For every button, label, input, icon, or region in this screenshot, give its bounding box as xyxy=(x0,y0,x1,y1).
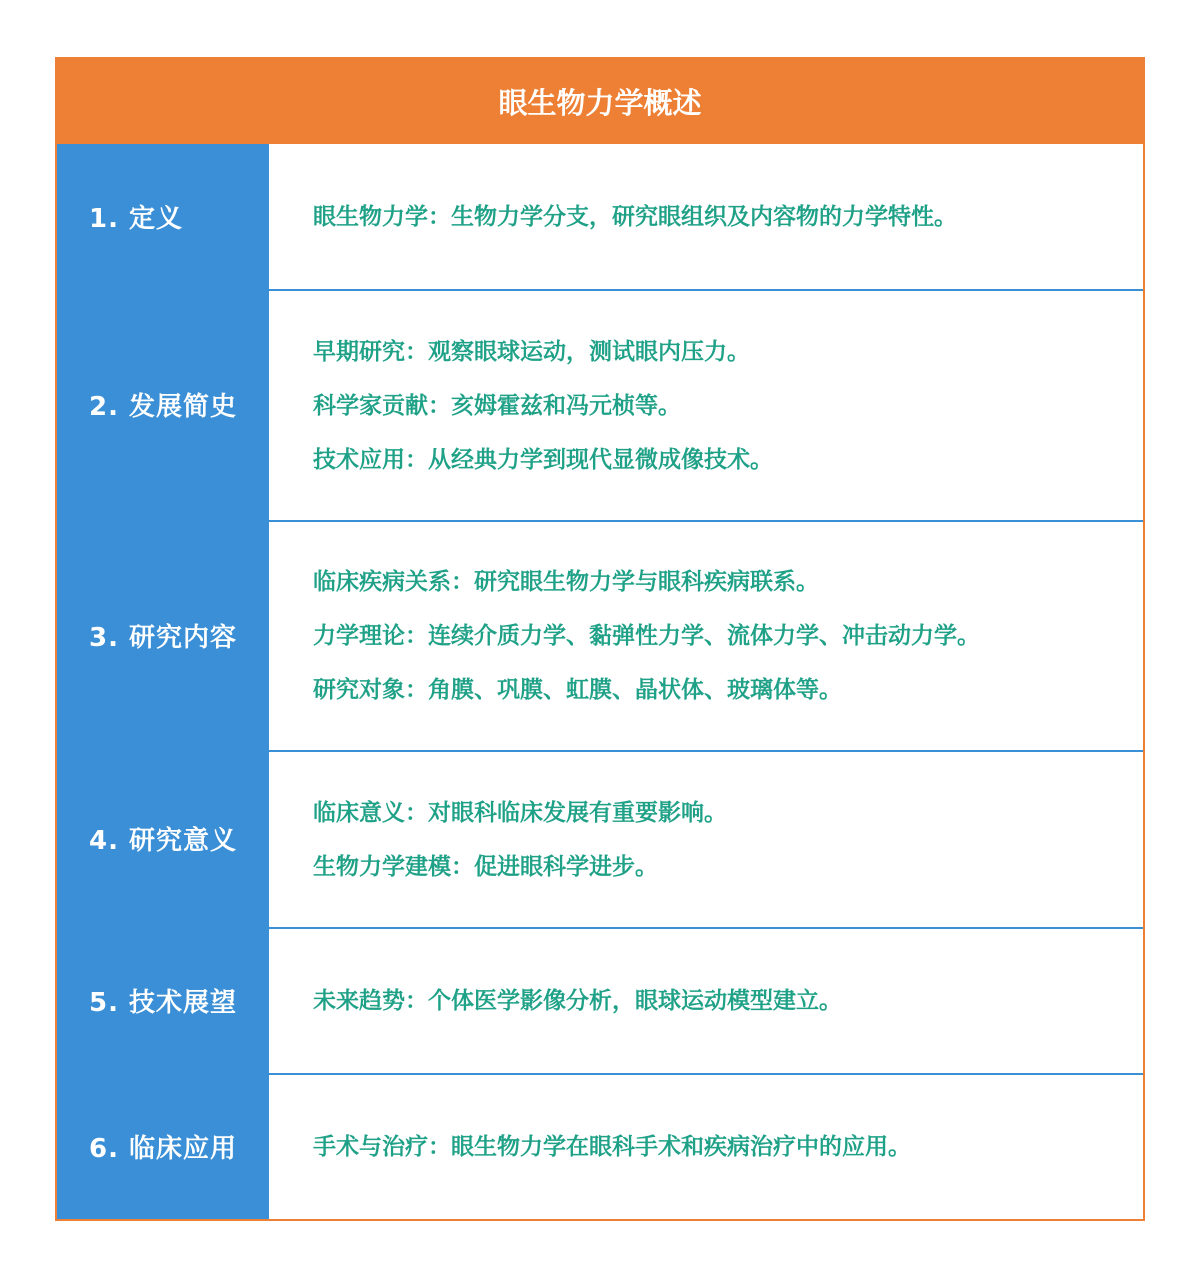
row-content xyxy=(269,1073,1143,1219)
overview-table xyxy=(55,57,1145,1221)
table-row xyxy=(57,927,1143,1073)
row-label: 6. 临床应用 xyxy=(89,1133,238,1164)
row-content xyxy=(269,520,1143,750)
table-body xyxy=(57,144,1143,1219)
row-content xyxy=(269,144,1143,289)
row-content xyxy=(269,927,1143,1073)
content-line: 未来趋势：个体医学影像分析，眼球运动模型建立。 xyxy=(313,988,842,1014)
row-content xyxy=(269,750,1143,927)
content-line: 科学家贡献：亥姆霍兹和冯元桢等。 xyxy=(313,392,681,419)
table-row xyxy=(57,1073,1143,1219)
content-line: 生物力学建模：促进眼科学进步。 xyxy=(313,853,658,880)
content-line: 研究对象：角膜、巩膜、虹膜、晶状体、玻璃体等。 xyxy=(313,677,842,703)
content-line: 早期研究：观察眼球运动，测试眼内压力。 xyxy=(313,338,750,365)
table-row xyxy=(57,144,1143,289)
row-content xyxy=(269,289,1143,520)
row-label: 3. 研究内容 xyxy=(89,622,238,653)
content-line: 临床疾病关系：研究眼生物力学与眼科疾病联系。 xyxy=(313,569,819,595)
table-row xyxy=(57,750,1143,927)
row-label: 5. 技术展望 xyxy=(89,987,238,1018)
row-label: 4. 研究意义 xyxy=(89,826,238,856)
table-row xyxy=(57,289,1143,520)
row-label: 2. 发展简史 xyxy=(89,392,238,422)
content-line: 手术与治疗：眼生物力学在眼科手术和疾病治疗中的应用。 xyxy=(313,1134,911,1160)
table-title: 眼生物力学概述 xyxy=(57,59,1143,144)
table-row xyxy=(57,520,1143,750)
content-line: 临床意义：对眼科临床发展有重要影响。 xyxy=(313,799,727,826)
row-label: 1. 定义 xyxy=(89,204,184,234)
content-line: 技术应用：从经典力学到现代显微成像技术。 xyxy=(313,446,773,473)
content-line: 力学理论：连续介质力学、黏弹性力学、流体力学、冲击动力学。 xyxy=(313,623,980,649)
content-line: 眼生物力学：生物力学分支，研究眼组织及内容物的力学特性。 xyxy=(313,203,957,230)
